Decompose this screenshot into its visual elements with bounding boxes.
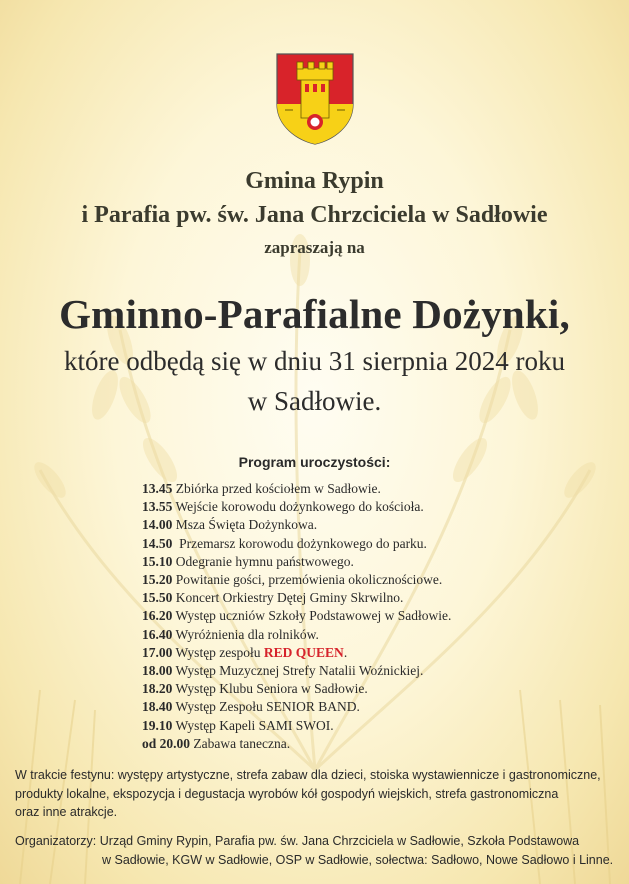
program-item-time: 16.40 xyxy=(142,626,173,642)
program-item xyxy=(142,553,451,571)
program-item-time: 19.10 xyxy=(142,717,173,733)
program-item-time: od 20.00 xyxy=(142,735,191,751)
program-item-time: 18.00 xyxy=(142,663,173,679)
event-title: Gminno-Parafialne Dożynki, xyxy=(59,291,570,337)
program-item-time: 15.50 xyxy=(142,590,173,606)
program-item-time: 13.45 xyxy=(142,481,173,496)
program-item-text: Zabawa taneczna. xyxy=(190,735,291,751)
program-item xyxy=(142,698,451,716)
program-item-time: 13.55 xyxy=(142,499,173,515)
program-item-text: Występ Muzycznej Strefy Natalii Woźnickiej. xyxy=(172,663,424,679)
program-item-text: Wejście korowodu dożynkowego do kościoła. xyxy=(172,499,424,515)
program-item-time: 15.20 xyxy=(142,572,173,588)
program-item xyxy=(142,680,451,698)
invitation-text: zapraszają na xyxy=(264,238,365,257)
program-item-text: Powitanie gości, przemówienia okolicznościowe. xyxy=(172,572,443,588)
program-list xyxy=(142,480,451,753)
gmina-rypin-coat-of-arms-icon xyxy=(275,52,355,146)
festival-info-line: oraz inne atrakcje. xyxy=(15,805,118,819)
organizer-gmina: Gmina Rypin xyxy=(245,168,384,194)
program-item-time: 17.00 xyxy=(142,644,173,660)
program-item xyxy=(142,571,451,589)
program-item-text: . xyxy=(343,644,348,660)
program-item-text: Przemarsz korowodu dożynkowego do parku. xyxy=(172,535,427,551)
program-item-text: Zbiórka przed kościołem w Sadłowie. xyxy=(172,481,381,496)
program-item-time: 15.10 xyxy=(142,553,173,569)
program-heading: Program uroczystości: xyxy=(238,454,391,470)
program-item xyxy=(142,516,451,534)
program-item xyxy=(142,498,451,516)
festival-info-line: produkty lokalne, ekspozycja i degustacja wyrobów kół gospodyń wiejskich, strefa gastronomiczna xyxy=(15,786,559,801)
program-item xyxy=(142,644,451,662)
program-item xyxy=(142,589,451,607)
program-item xyxy=(142,480,451,498)
program-item-time: 18.20 xyxy=(142,681,173,697)
program-item xyxy=(142,626,451,644)
program-item-text: Występ Kapeli SAMI SWOI. xyxy=(172,717,334,733)
program-item-text: Koncert Orkiestry Dętej Gminy Skrwilno. xyxy=(172,590,404,606)
program-item-time: 16.20 xyxy=(142,608,173,624)
program-item xyxy=(142,535,451,553)
program-item xyxy=(142,735,451,753)
program-item-time: 14.50 xyxy=(142,535,173,551)
program-item-text: Występ Klubu Seniora w Sadłowie. xyxy=(172,681,368,697)
program-item-text: Msza Święta Dożynkowa. xyxy=(172,517,318,533)
program-item-text: Występ zespołu xyxy=(172,644,264,660)
organizer-parish: i Parafia pw. św. Jana Chrzciciela w Sadłowie xyxy=(81,202,548,228)
program-item-text: Wyróżnienia dla rolników. xyxy=(172,626,319,642)
program-item-text: Występ uczniów Szkoły Podstawowej w Sadłowie. xyxy=(172,608,452,624)
festival-info-line: W trakcie festynu: występy artystyczne, strefa zabaw dla dzieci, stoiska wystawiennicze i gastronomiczne, xyxy=(15,768,601,782)
organizers xyxy=(0,832,629,869)
organizers-line: Organizatorzy: Urząd Gminy Rypin, Parafia pw. św. Jana Chrzciciela w Sadłowie, Szkoła Podstawowa xyxy=(15,834,580,848)
event-date: które odbędą się w dniu 31 sierpnia 2024 roku xyxy=(64,346,565,376)
organizers-line: w Sadłowie, KGW w Sadłowie, OSP w Sadłowie, sołectwa: Sadłowo, Nowe Sadłowo i Linne. xyxy=(102,852,614,867)
festival-info xyxy=(15,766,625,822)
program-item-highlight: RED QUEEN xyxy=(263,644,344,660)
program-item xyxy=(142,662,451,680)
event-location: w Sadłowie. xyxy=(247,386,382,416)
program-item xyxy=(142,717,451,735)
program-item-text: Występ Zespołu SENIOR BAND. xyxy=(172,699,360,715)
program-item-time: 18.40 xyxy=(142,699,173,715)
program-item xyxy=(142,607,451,625)
program-item-text: Odegranie hymnu państwowego. xyxy=(172,553,354,569)
program-item-time: 14.00 xyxy=(142,517,173,533)
